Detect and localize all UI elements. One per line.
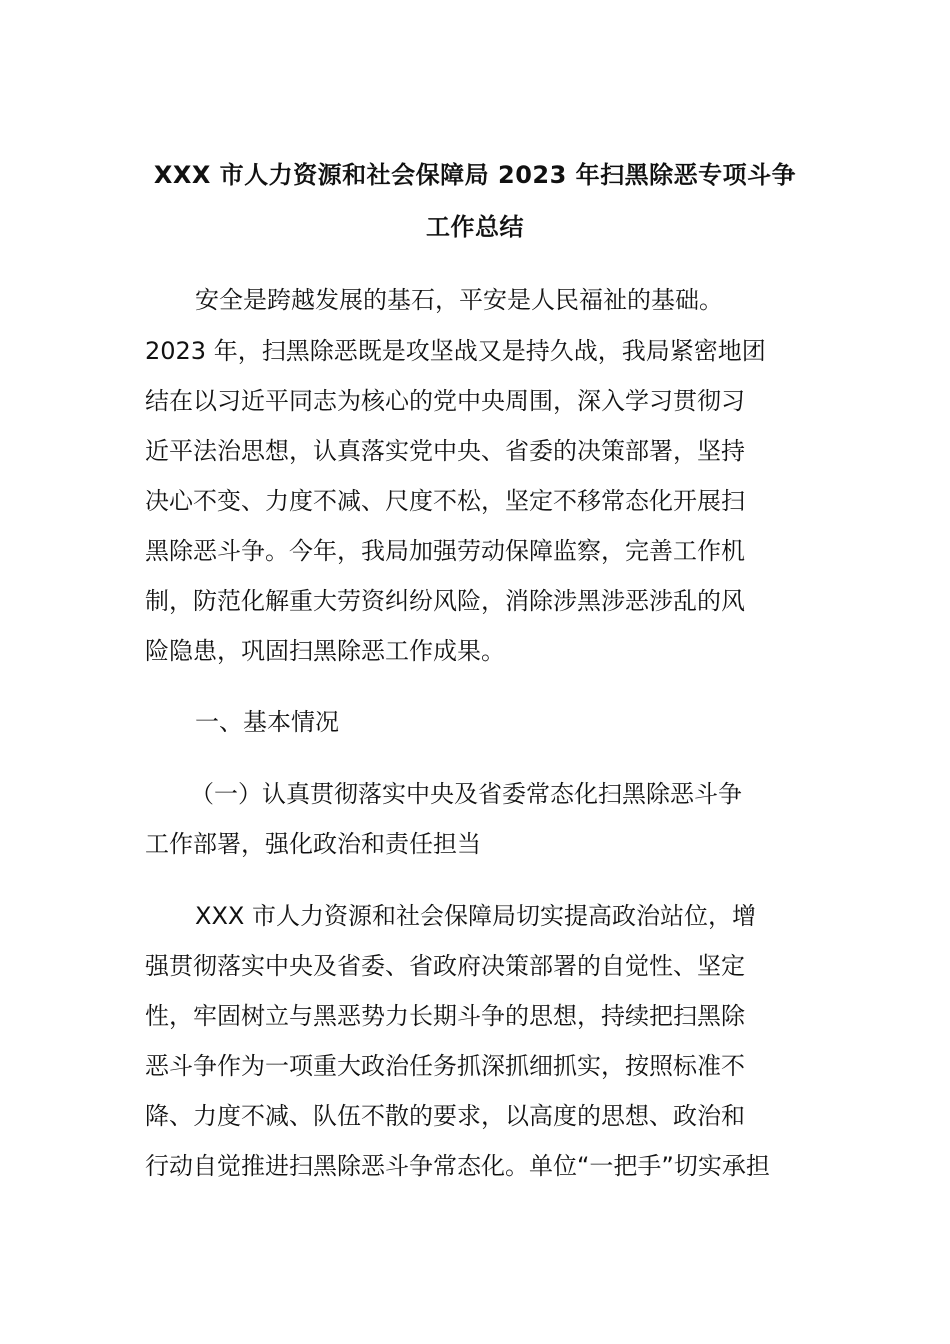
intro-paragraph-line: 近平法治思想，认真落实党中央、省委的决策部署，坚持 xyxy=(145,437,745,465)
intro-paragraph-line: 决心不变、力度不减、尺度不松，坚定不移常态化开展扫 xyxy=(145,487,745,515)
body-paragraph-line: 行动自觉推进扫黑除恶斗争常态化。单位“一把手”切实承担 xyxy=(145,1152,770,1180)
intro-paragraph-line: 安全是跨越发展的基石，平安是人民福祉的基础。 xyxy=(195,286,723,314)
intro-paragraph-line: 险隐患，巩固扫黑除恶工作成果。 xyxy=(145,637,505,665)
intro-paragraph-line: 2023 年，扫黑除恶既是攻坚战又是持久战，我局紧密地团 xyxy=(145,337,766,365)
section-heading: 一、基本情况 xyxy=(195,708,339,736)
body-paragraph-line: 强贯彻落实中央及省委、省政府决策部署的自觉性、坚定 xyxy=(145,952,745,980)
intro-paragraph-line: 制，防范化解重大劳资纠纷风险，消除涉黑涉恶涉乱的风 xyxy=(145,587,745,615)
subsection-heading-line-2: 工作部署，强化政治和责任担当 xyxy=(145,830,481,858)
body-paragraph-line: 恶斗争作为一项重大政治任务抓深抓细抓实，按照标准不 xyxy=(145,1052,745,1080)
body-paragraph-line: 性，牢固树立与黑恶势力长期斗争的思想，持续把扫黑除 xyxy=(145,1002,745,1030)
document-title-line-1: XXX 市人力资源和社会保障局 2023 年扫黑除恶专项斗争 xyxy=(153,161,797,189)
subsection-heading-line-1: （一）认真贯彻落实中央及省委常态化扫黑除恶斗争 xyxy=(190,780,742,808)
document-title-line-2: 工作总结 xyxy=(426,213,524,241)
intro-paragraph-line: 黑除恶斗争。今年，我局加强劳动保障监察，完善工作机 xyxy=(145,537,745,565)
intro-paragraph-line: 结在以习近平同志为核心的党中央周围，深入学习贯彻习 xyxy=(145,387,745,415)
body-paragraph-line: XXX 市人力资源和社会保障局切实提高政治站位，增 xyxy=(195,902,756,930)
body-paragraph-line: 降、力度不减、队伍不散的要求，以高度的思想、政治和 xyxy=(145,1102,745,1130)
